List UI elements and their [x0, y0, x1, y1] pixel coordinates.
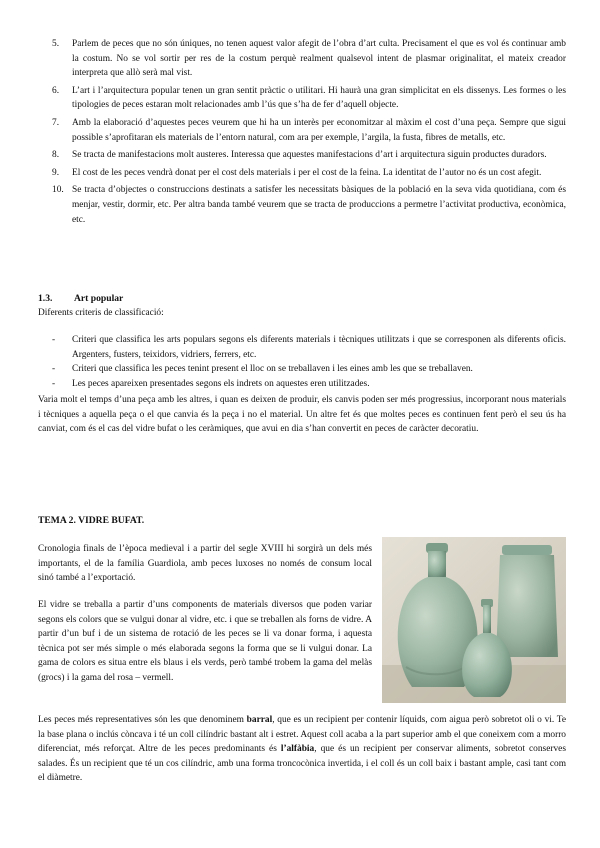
item-text: Amb la elaboració d’aquestes peces veurem que hi ha un interès per economitzar al màxim el cost d’una peça. Sempre que sigui possible s’aprofitaran els materials de l’entorn natural, com ara per exemple, l’argila, la fusta, fibres de metalls, etc. [72, 117, 566, 143]
list-item [38, 148, 566, 163]
bullet-text: Criteri que classifica les peces tenint present el lloc on se treballaven i les eines amb les que se treballaven. [72, 364, 473, 375]
bullet-text: Criteri que classifica les arts populars segons els diferents materials i tècniques utilitzats i que se corresponen als diferents oficis. Argenters, fusters, teixidors, vidriers, ferrers, etc. [72, 335, 566, 360]
cronologia-paragraph: Cronologia finals de l’època medieval i a partir del segle XVIII hi sorgirà un dels més importants, el de la família Guardiola, amb peces luxoses no només de consum local sinó també a l’exportació. [38, 544, 372, 584]
numbered-list [38, 37, 566, 230]
item-text: Parlem de peces que no són úniques, no tenen aquest valor afegit de l’obra d’art culta. Precisament el que es vol és continuar amb la costum. No se vol sortir per res de la costum perquè realment qualsevol intent de plasmar originalitat, el mateix creador interpreta que allò serà mal vist. [72, 39, 566, 79]
item-text: El cost de les peces vendrà donat per el cost dels materials i per el cost de la feina. La identitat de l’autor no és un cost afegit. [72, 167, 542, 178]
list-item [38, 183, 566, 227]
peces-paragraph [38, 713, 566, 786]
item-number: 10. [52, 185, 64, 196]
list-item [38, 37, 566, 81]
glass-bottles-photo [382, 537, 566, 703]
item-number: 7. [52, 117, 60, 128]
criteria-list [38, 333, 566, 391]
bullet-text: Les peces apareixen presentades segons els indrets on aquestes eren utilitzades. [72, 378, 370, 389]
vidre-paragraph: El vidre se treballa a partir d’uns components de materials diversos que poden variar segons els colors que se vulgui donar al vidre, etc. i que se treballen als forns de vidre. A partir d’un buf i de un sistema de rotació de les peces se li va donar forma, i aquesta tècnica pot ser més simple o més elaborada segons la forma que se li vulgui donar. La gama de colors es situa entre els blaus i els verds, però també trobem la gama del melàs (grocs) i la gama del rosa – vermell. [38, 600, 372, 683]
item-number: 9. [52, 167, 60, 178]
peces-text-a: Les peces més representatives són les que denominem [38, 715, 247, 725]
section-intro: Diferents criteris de classificació: [38, 308, 164, 318]
item-text: Se tracta d’objectes o construccions destinats a satisfer les necessitats bàsiques de la població en la seva vida quotidiana, com és menjar, vestir, dormir, etc. Per altra banda també veurem que se tracta de produccions a permetre l’activitat productiva, econòmica, etc. [72, 185, 566, 225]
item-text: Se tracta de manifestacions molt austeres. Interessa que aquestes manifestacions d’art i arquitectura siguin productes duradors. [72, 150, 547, 161]
list-item [38, 166, 566, 181]
tall-jar-shape [496, 545, 558, 657]
section-paragraph: Varia molt el temps d’una peça amb les altres, i quan es deixen de produir, els canvis poden ser més progressius, incorporant nous materials i tècniques a aquella peça o el que canvia és la peça i no el material. Un altre fet és que moltes peces es continuen fent però el seu ús ha canviat, com és el cas del vidre bufat o les ceràmiques, que avui en dia s’han convertit en peces de caràcter decoratiu. [38, 395, 566, 435]
list-item: - Criteri que classifica les arts populars segons els diferents materials i tècniques utilitzats i que se corresponen als diferents oficis. Argenters, fusters, teixidors, vidriers, ferrers, etc. [38, 333, 566, 362]
section-number: 1.3. [38, 293, 53, 304]
item-number: 5. [52, 39, 60, 49]
section-title: Art popular [74, 293, 124, 304]
item-number: 8. [52, 150, 60, 161]
term-barral: barral [246, 715, 273, 725]
item-text: L’art i l’arquitectura popular tenen un gran sentit pràctic o utilitari. Hi haurà una gran simplicitat en els dissenys. Les formes o les tipologies de peces estaran molt relacionades amb l’ús que s’ha de fer d’aquell objecte. [72, 85, 566, 111]
item-number: 6. [52, 85, 60, 96]
peces-text-e: , que és un recipient per conservar aliments, sobretot conserves salades. És un recipient que té un cos cilíndric, amb una forma troncocònica invertida, i el coll és un coll baix i bastant ample, casi tant com el diàmetre. [38, 744, 566, 784]
term-alfabia: l’alfàbia [280, 744, 315, 755]
peces-text-c: , que es un recipient per contenir líquids, com aigua però sobretot oli o vi. Te la base plana o inclús còncava i té un coll cilíndric bastant alt i estret. Aquest coll acaba a la part superior amb el que coneixem com a morro diferenciat, més reforçat. Altre de les peces predominants és [38, 715, 566, 755]
list-item [38, 116, 566, 145]
list-item [38, 84, 566, 113]
section-heading [38, 293, 123, 304]
list-item: - Les peces apareixen presentades segons els indrets on aquestes eren utilitzades. [38, 377, 566, 392]
tema-heading: TEMA 2. VIDRE BUFAT. [38, 515, 145, 526]
list-item: - Criteri que classifica les peces tenint present el lloc on se treballaven i les eines amb les que se treballaven. [38, 362, 566, 377]
